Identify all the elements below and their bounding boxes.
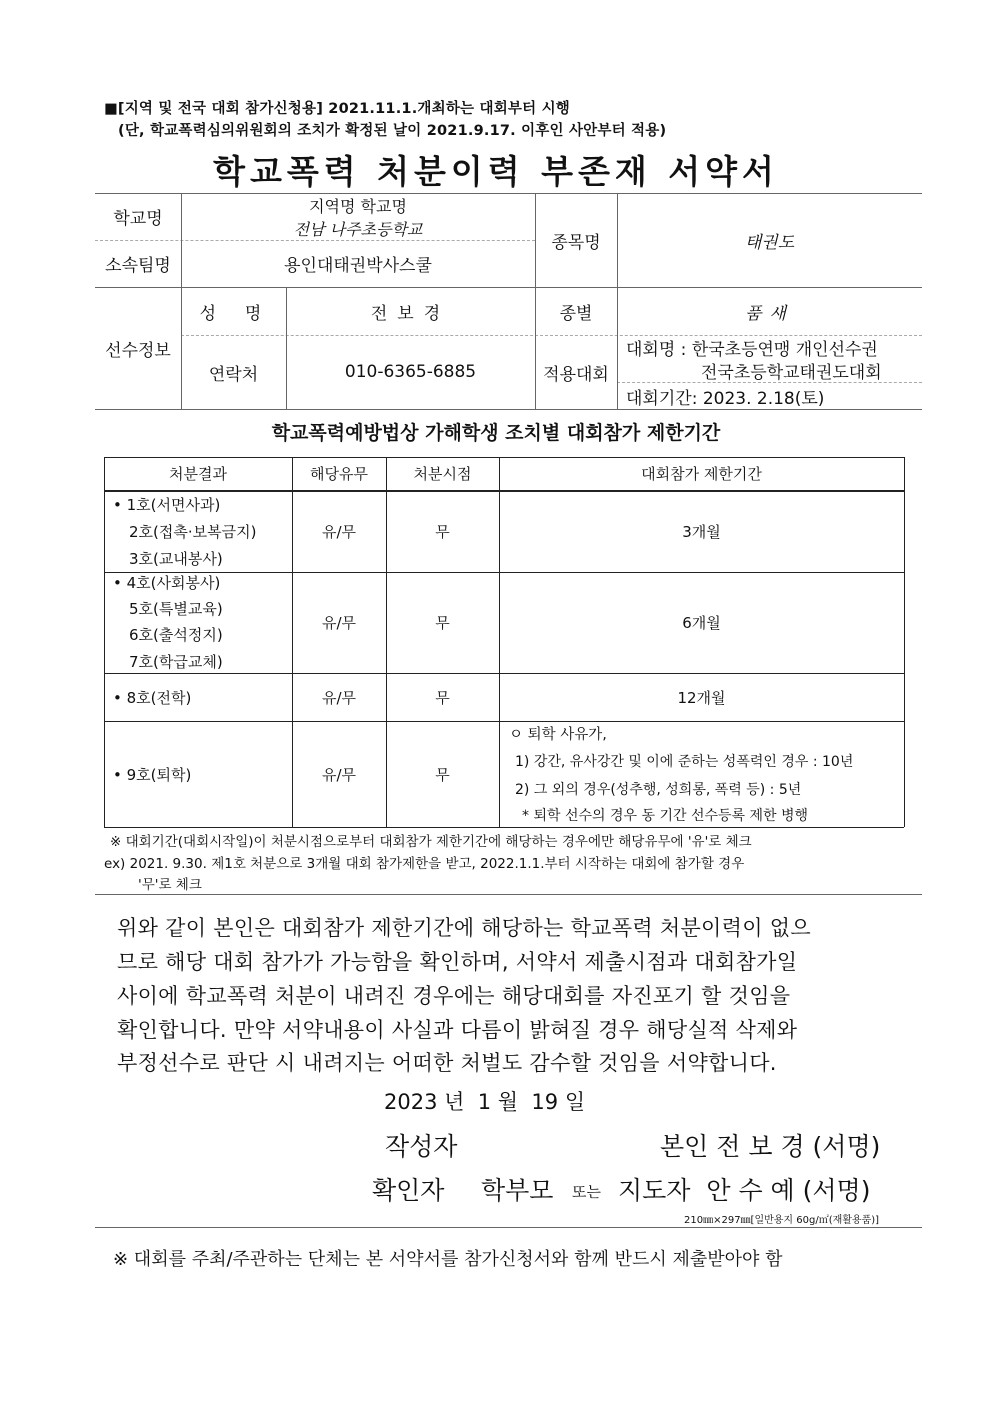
parent-label: 학부모 xyxy=(481,1176,554,1205)
table-row-4-limit-line-2: 1) 강간, 유사강간 및 이에 준하는 성폭력인 경우 : 10년 xyxy=(515,754,854,770)
contact-label: 연락처 xyxy=(208,364,259,385)
table-row-4-result-1: • 9호(퇴학) xyxy=(113,765,192,784)
writer-label: 작성자 xyxy=(385,1132,458,1161)
athlete-info-label: 선수정보 xyxy=(105,340,171,361)
or-label: 또는 xyxy=(572,1183,601,1201)
table-row-1-time: 무 xyxy=(435,522,450,541)
pledge-line-4: 확인합니다. 만약 서약내용이 사실과 다름이 밝혀질 경우 해당실적 삭제와 xyxy=(117,1018,798,1042)
bottom-divider xyxy=(95,1227,922,1228)
team-value: 용인대태권박사스쿨 xyxy=(284,256,432,276)
col-header-limit: 대회참가 제한기간 xyxy=(641,465,762,483)
table-row-1-result-2: 2호(접촉·보복금지) xyxy=(129,523,257,541)
pledge-line-1: 위와 같이 본인은 대회참가 제한기간에 해당하는 학교폭력 처분이력이 없으 xyxy=(117,916,811,940)
confirmer-label: 확인자 xyxy=(372,1176,445,1205)
table-row-1-result-3: 3호(교내봉사) xyxy=(129,550,223,568)
table-row-2-result-4: 7호(학급교체) xyxy=(129,653,223,671)
coach-signature: 지도자 안 수 예 (서명) xyxy=(618,1176,871,1205)
table-row-2-result-2: 5호(특별교육) xyxy=(129,600,223,618)
header-line-1: ■[지역 및 전국 대회 참가신청용] 2021.11.1.개최하는 대회부터 시행 xyxy=(104,101,570,117)
school-value: 전남 나주초등학교 xyxy=(293,219,423,239)
event-name-line-1: 대회명 : 한국초등연맹 개인선수권 xyxy=(626,339,878,360)
sport-value: 태권도 xyxy=(744,232,795,253)
table-row-4-limit-line-1: ㅇ 퇴학 사유가, xyxy=(509,727,607,743)
paper-spec: 210㎜×297㎜[일반용지 60g/㎡(재활용품)] xyxy=(684,1215,880,1226)
contact-value: 010-6365-6885 xyxy=(344,362,477,382)
table-row-2-result-1: • 4호(사회봉사) xyxy=(113,574,221,592)
event-label: 적용대회 xyxy=(543,364,609,385)
pledge-line-2: 므로 해당 대회 참가가 가능함을 확인하며, 서약서 제출시점과 대회참가일 xyxy=(117,950,798,974)
event-period: 대회기간: 2023. 2.18(토) xyxy=(626,388,825,409)
col-header-time: 처분시점 xyxy=(413,465,472,483)
sport-label: 종목명 xyxy=(551,232,601,253)
table-row-4-time: 무 xyxy=(435,765,450,784)
writer-signature: 본인 전 보 경 (서명) xyxy=(660,1132,881,1161)
footer-note: ※ 대회를 주최/주관하는 단체는 본 서약서를 참가신청서와 함께 반드시 제출받아야 함 xyxy=(113,1249,783,1270)
school-sub-label: 지역명 학교명 xyxy=(309,196,407,216)
category-value: 품새 xyxy=(745,303,794,324)
note-3: '무'로 체크 xyxy=(138,877,202,893)
pledge-line-5: 부정선수로 판단 시 내려지는 어떠한 처벌도 감수할 것임을 서약합니다. xyxy=(117,1051,777,1075)
table-row-3-time: 무 xyxy=(435,688,450,707)
table-row-4-applicable: 유/무 xyxy=(321,765,357,784)
team-label: 소속팀명 xyxy=(105,256,171,276)
table-row-3-result-1: • 8호(전학) xyxy=(113,688,192,707)
pledge-line-3: 사이에 학교폭력 처분이 내려진 경우에는 해당대회를 자진포기 할 것임을 xyxy=(117,984,791,1008)
name-value: 전보경 xyxy=(370,303,451,324)
note-1: ※ 대회기간(대회시작일)이 처분시점으로부터 대회참가 제한기간에 해당하는 경우에만 해당유무에 '유'로 체크 xyxy=(110,834,752,850)
table-row-2-applicable: 유/무 xyxy=(321,614,357,632)
table-row-1-applicable: 유/무 xyxy=(321,522,357,541)
table-row-2-result-3: 6호(출석정지) xyxy=(129,626,223,644)
note-2: ex) 2021. 9.30. 제1호 처분으로 3개월 대회 참가제한을 받고, 2022.1.1.부터 시작하는 대회에 참가할 경우 xyxy=(104,856,745,872)
table-row-2-time: 무 xyxy=(435,614,450,632)
document-title: 학교폭력 처분이력 부존재 서약서 xyxy=(213,152,779,191)
table-row-1-limit: 3개월 xyxy=(682,522,721,541)
name-label: 성 명 xyxy=(199,303,268,324)
table-row-3-limit: 12개월 xyxy=(677,688,726,707)
col-header-applicable: 해당유무 xyxy=(310,465,368,483)
col-header-result: 처분결과 xyxy=(169,465,227,483)
header-line-2: (단, 학교폭력심의위원회의 조치가 확정된 날이 2021.9.17. 이후인 사안부터 적용) xyxy=(118,123,667,139)
category-label: 종별 xyxy=(559,303,593,324)
notes-divider xyxy=(95,894,922,895)
table-row-1-result-1: • 1호(서면사과) xyxy=(113,496,221,514)
table-row-3-applicable: 유/무 xyxy=(321,688,357,707)
table-row-4-limit-line-3: 2) 그 외의 경우(성추행, 성희롱, 폭력 등) : 5년 xyxy=(515,782,802,798)
pledge-date: 2023 년 1 월 19 일 xyxy=(384,1090,586,1114)
school-label: 학교명 xyxy=(113,209,163,229)
restriction-subtitle: 학교폭력예방법상 가해학생 조치별 대회참가 제한기간 xyxy=(271,422,721,444)
table-row-4-limit-line-4: * 퇴학 선수의 경우 동 기간 선수등록 제한 병행 xyxy=(522,808,809,824)
event-name-line-2: 전국초등학교태권도대회 xyxy=(701,362,882,383)
table-row-2-limit: 6개월 xyxy=(682,614,721,632)
